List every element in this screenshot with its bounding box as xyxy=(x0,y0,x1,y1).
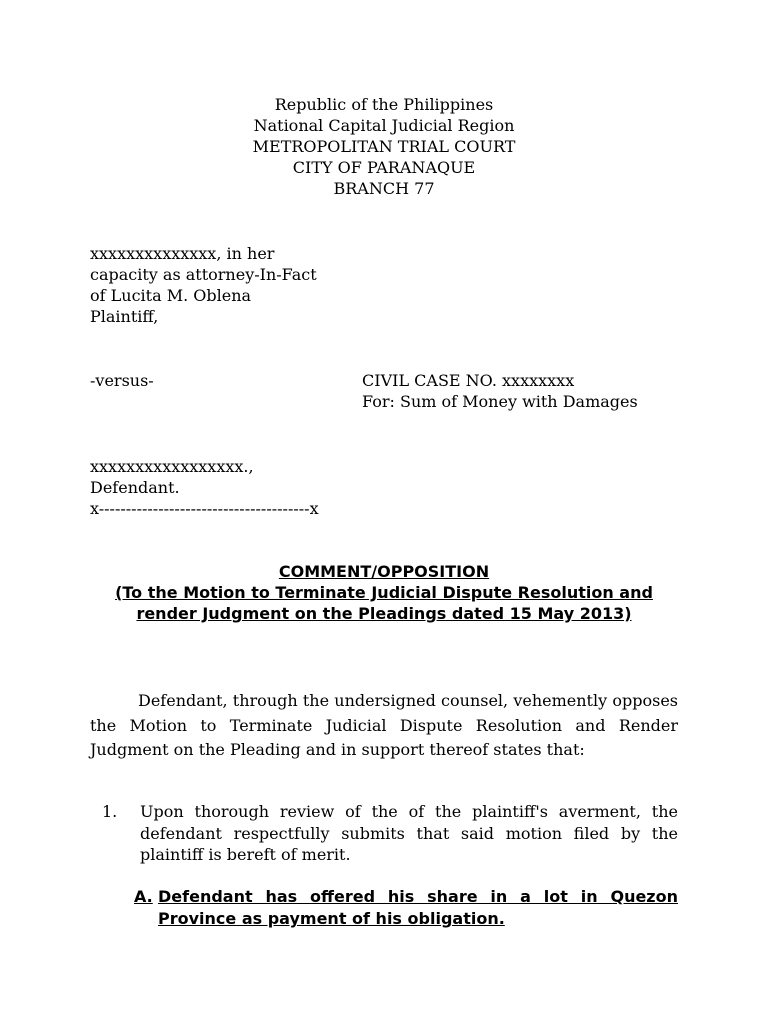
title-main: COMMENT/OPPOSITION xyxy=(278,562,490,581)
header-region: National Capital Judicial Region xyxy=(253,116,515,135)
plaintiff-capacity: capacity as attorney-In-Fact xyxy=(90,265,317,284)
header-court: METROPOLITAN TRIAL COURT xyxy=(252,137,516,156)
document-title xyxy=(0,561,768,624)
header-republic: Republic of the Philippines xyxy=(274,95,494,114)
defendant-block xyxy=(90,456,319,519)
header-city: CITY OF PARANAQUE xyxy=(292,158,476,177)
title-sub-2: render Judgment on the Pleadings dated 15 May 2013) xyxy=(136,604,632,623)
title-sub-1: (To the Motion to Terminate Judicial Dispute Resolution and xyxy=(115,583,653,602)
plaintiff-label: Plaintiff, xyxy=(90,307,159,326)
case-nature: For: Sum of Money with Damages xyxy=(362,392,638,411)
case-block xyxy=(362,370,638,412)
item-number: 1. xyxy=(102,802,118,821)
item-heading: Defendant has offered his share in a lot in Quezon Province as payment of his obligation. xyxy=(158,887,678,928)
plaintiff-name: xxxxxxxxxxxxxx, in her xyxy=(90,244,275,263)
caption-separator: x---------------------------------------x xyxy=(90,499,319,518)
plaintiff-principal: of Lucita M. Oblena xyxy=(90,286,252,305)
court-header xyxy=(0,94,768,199)
plaintiff-block xyxy=(90,243,317,327)
defendant-name: xxxxxxxxxxxxxxxxx., xyxy=(90,457,254,476)
versus-label: -versus- xyxy=(90,371,154,390)
item-letter: A. xyxy=(134,887,153,906)
header-branch: BRANCH 77 xyxy=(333,179,435,198)
case-number: CIVIL CASE NO. xxxxxxxx xyxy=(362,371,575,390)
defendant-label: Defendant. xyxy=(90,478,180,497)
intro-paragraph: Defendant, through the undersigned counsel, vehemently opposes the Motion to Terminate Judicial Dispute Resolution and Render Judgment on the Pleading and in support thereof states that: xyxy=(90,691,678,759)
item-text: Upon thorough review of the of the plaintiff's averment, the defendant respectfully submits that said motion filed by the plaintiff is bereft of merit. xyxy=(140,802,678,864)
